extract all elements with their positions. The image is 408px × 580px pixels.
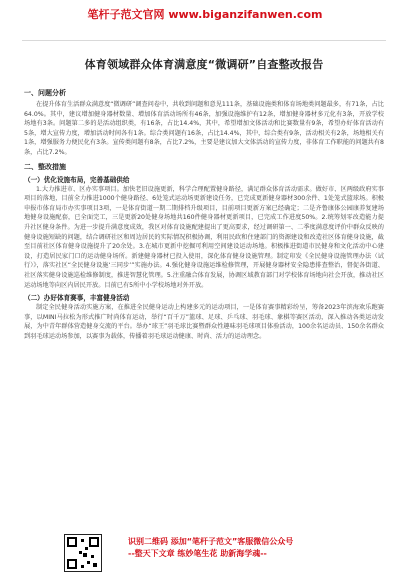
site-banner: [80, 8, 330, 36]
header-divider: [22, 40, 386, 41]
subsection-heading-1: （一）优化设施布局，完善基础供给: [24, 175, 130, 184]
document: [24, 52, 384, 341]
section-heading-1: 一、问题分析: [24, 89, 66, 97]
document-title: 体育领域群众体育满意度“微调研”自查整改报告: [84, 58, 324, 71]
footer-line-2: --整天下文章 练妙笔生花 助新海学魂--: [128, 549, 267, 558]
site-banner-text: 笔杆子范文官网 www.biganzifanwen.com: [87, 8, 323, 21]
section-heading-2: 二、整改措施: [24, 162, 66, 171]
qr-code-icon: [64, 534, 102, 572]
footer-line-1: 识别二维码 添加“笔杆子范文”客服微信公众号: [128, 537, 294, 546]
footer-text: [128, 536, 348, 560]
footer: [0, 520, 408, 580]
subsection-1-paragraph: 1.大力推进市、区办实事项目。加快老旧设施更新，科学合理配置健身路径，满足群众体育活动需求。做好市、区两级政府实事项目的落地，目前全力推进1000个健身路径、6处笼式运动场更新建设任务，已完成更新健身器材300余件、1处笼式篮球场。积极申报市体育局市办实事项目3项，一是体育街道一期二期排档升级项目，目前项目更新方案已经确定；二是齐鲁康体公园康养复建场地健身设施配套，已全面完工，三是更新20处健身场地共160件健身器材更新项目，已完成工作进度50%。2.统筹划零改造能力提升社区健身条件。为进一步提升满意度成效，我区对体育设施配建提出了更高要求，经过调研第一、二季度满意度评价中群众反映的健身设施短缺的问题，结合调研社区和周边居民的实际情况积极协调，利用民政和住建部门的资源建设和改造社区体育健身设施，截至目前社区体育健身设施提升了20余处。3.在城市更新中挖掘可利用空间建设运动场地。积极推进街道市民健身和文化活动中心建设，打造居民家门口的运动健身场所。新建健身器材已投入使用，深化体育健身设施管理。制定印发《全民健身设施管理办法（试行）》，落实社区“全民健身设施‘三同步’”实施办法。4.强化健身设施运维检修管理，开展健身器材安全隐患排查整治，督促各街道、社区落实健身设施巡检维修制度，推进智慧化管理。5.注重融合体育发展，协调区域教育部门对学校体育场地向社会开放，推动社区运动场地等向区内居民开放。目前已有5所中小学校场地对外开放。: [24, 185, 384, 289]
section-1-paragraph: 在提升体育生活群众满意度“微调研”调查问卷中，共收到问题和意见111条，基础设施类和体育场地类问题最多，有71条，占比64.0%。其中，建议增加健身器材数量、增加体育活动场所有46条，加强设施维护有12条，增加健身器材多元化有3条，开放学校场地有3条。问题第二多的是活动组织类，有16条，占比14.4%，其中，希望增加文体活动和比赛数量有9条，希望办好体育活动有5条，增大宣传力度，增加活动时间各有1条。综合类问题有16条，占比14.4%，其中，综合类有9条，活动相关有2条，场地相关有1条，增强服务力便民化有3条。宣传类问题有8条，占比7.2%，主要是建议加大文体活动的宣传力度，非体育工作职能的问题共有8条，占比7.2%。: [24, 101, 384, 156]
subsection-heading-2: （二）办好体育赛事，丰富健身活动: [24, 294, 130, 303]
site-header: [0, 0, 408, 46]
subsection-2-paragraph: 制定全民健身活动实施方案，在推进全民健身运动上构建多元的运动项目，一是体育赛事精彩纷呈，筹备2023年滨海欢乐跑赛事，以MINI马拉松为形式推广时尚体育运动，举行“百千万”篮球、足球、乒乓球、羽毛球、象棋等赛区活动，深入推动各类运动发展，为中青年群体营造健身交流的平台。举办“球王”羽毛球比赛暨群众性趣味羽毛球项目体验活动，100余名运动员、150余名群众到羽毛球运动场参加，以赛事为载体，传播着羽毛球运动健康、时尚、活力的运动理念。: [24, 304, 384, 340]
